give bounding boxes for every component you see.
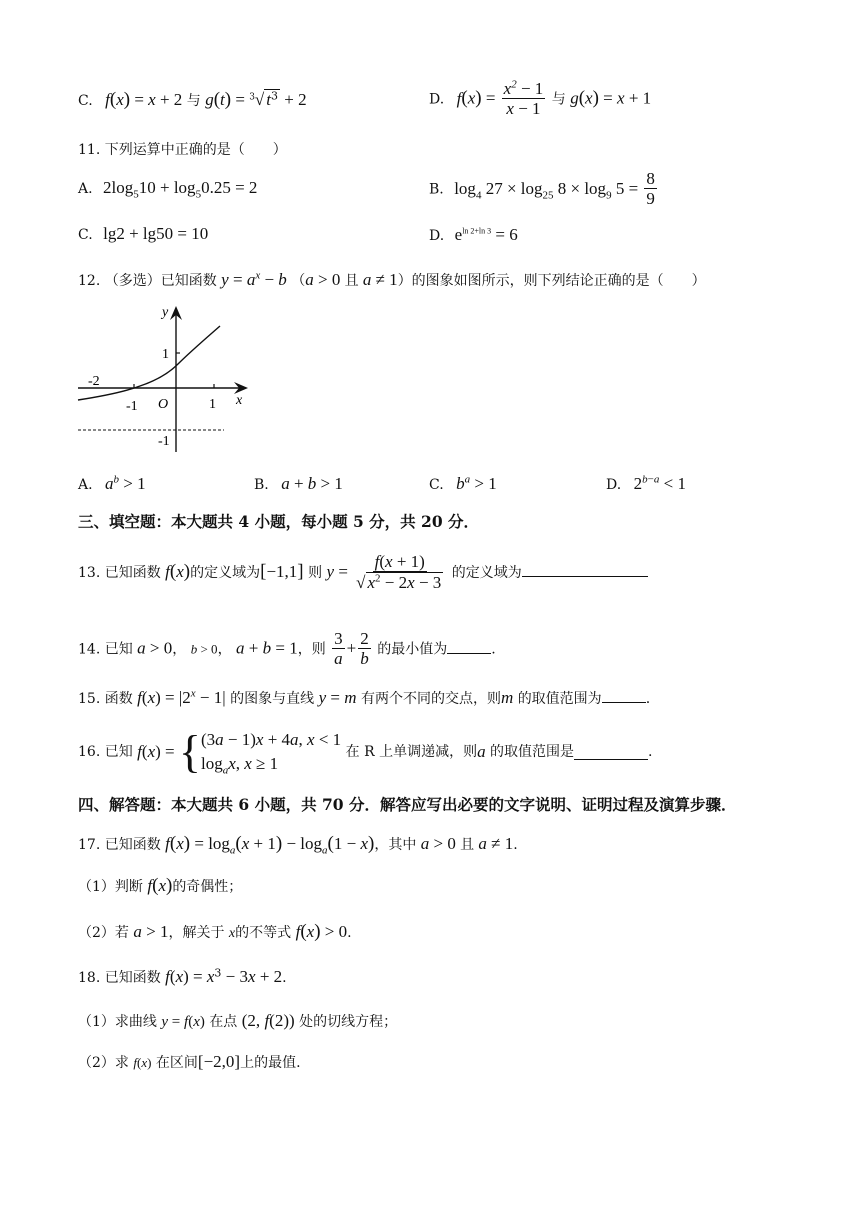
text-fragment: .: [347, 925, 352, 941]
q11-option-b: B. $\log_4 27 \times \log_{25} 8 \times \log_9 5$ = $\frac{8}{9}$: [429, 169, 655, 208]
text-fragment: 上的最值.: [240, 1055, 301, 1071]
q18-part1: （1）求曲线 y = f(x) 在点 (2, f(2)) 处的切线方程；: [78, 1011, 398, 1030]
option-label: B.: [254, 477, 269, 493]
q12-option-c: C. $b^a > 1$: [429, 473, 497, 493]
option-label: C.: [429, 477, 444, 493]
q16: 16. 已知 f(x) = { (3a − 1)x + 4a, x < 1 $\log_ax$, x ≥ 1 在 R 上单调递减，则a 的取值范围是 .: [78, 726, 653, 777]
text-fragment: 18. 已知函数: [78, 970, 161, 986]
q11-option-a: A. $2\log_510 + \log_50.25 = 2$: [78, 178, 258, 201]
q17-part1: （1）判断 f(x)的奇偶性；: [78, 875, 243, 896]
q11-option-d: D. $e^{ln 2+ln 3} = 6$: [429, 225, 518, 244]
text-fragment: ，: [217, 641, 232, 658]
fraction: $\frac{x^2 - 1}{x - 1}$: [503, 78, 544, 118]
text-fragment: （1）求曲线: [78, 1014, 157, 1030]
text-fragment: 处的切线方程；: [299, 1014, 398, 1030]
text-fragment: 的取值范围为: [517, 691, 602, 707]
tick-label-neg2: -2: [88, 374, 100, 389]
text-fragment: 有两个不同的交点，则: [360, 691, 501, 707]
text-fragment: （: [291, 273, 306, 289]
text-fragment: 16. 已知: [78, 744, 133, 760]
answer-blank[interactable]: [522, 561, 648, 577]
text-fragment: ，其中: [374, 837, 417, 853]
text-fragment: .: [648, 744, 653, 760]
text-fragment: 且: [460, 837, 475, 853]
text-fragment: 13. 已知函数: [78, 565, 161, 581]
text-fragment: 则: [308, 565, 323, 581]
text-fragment: 的定义域为: [451, 565, 522, 581]
q12-option-d: D. $2^{b-a} < 1$: [606, 473, 686, 493]
section-3-title: 三、填空题：本大题共 4 小题，每小题 5 分，共 20 分．: [78, 512, 480, 531]
text-fragment: ，解关于: [168, 925, 225, 941]
option-label: A.: [78, 181, 93, 197]
fraction: $\frac{f(x + 1)}{√ x^2 - 2x - 3}$: [356, 552, 442, 592]
text-fragment: 的取值范围是: [490, 744, 575, 760]
tick-label-yneg1: -1: [158, 434, 170, 449]
q15: 15. 函数 $f(x) = |2^x - 1|$ 的图象与直线 y = m 有两个不同的交点，则m 的取值范围为 .: [78, 687, 651, 707]
x-axis-label: x: [236, 393, 243, 408]
q10-option-c: C. f(x) = x + 2 与 g(t) = $^3$√ $t^3 + 2$: [78, 89, 307, 110]
answer-blank[interactable]: [574, 744, 648, 760]
text-fragment: （2）若: [78, 925, 129, 941]
text-fragment: .: [513, 837, 518, 853]
function-graph: [74, 300, 254, 460]
text-fragment: 的定义域为: [190, 565, 261, 581]
text-fragment: 在点: [209, 1014, 238, 1030]
text-fragment: .: [491, 641, 496, 658]
q12-stem: 12. （多选）已知函数 $y = a^x - b$ （a > 0 且 a ≠ 1）的图象如图所示，则下列结论正确的是（ ）: [78, 269, 706, 289]
text-fragment: 14. 已知: [78, 641, 133, 658]
tick-label-xneg1: -1: [126, 399, 138, 414]
q11-stem: 11. 下列运算中正确的是（ ）: [78, 142, 287, 158]
option-label: D.: [606, 477, 622, 493]
piecewise-cases: (3a − 1)x + 4a, x < 1 $\log_ax$, x ≥ 1: [200, 730, 342, 777]
option-label: A.: [78, 477, 93, 493]
option-label: C.: [78, 227, 93, 243]
text-fragment: 的奇偶性；: [172, 879, 243, 895]
option-label: D.: [429, 228, 445, 244]
option-label: C.: [78, 93, 93, 109]
text-fragment: （2）求: [78, 1055, 129, 1071]
q12-option-a: A. $a^b > 1$: [78, 473, 146, 493]
q18-part2: （2）求 f(x) 在区间[−2,0]上的最值.: [78, 1052, 301, 1071]
tick-label-x1: 1: [209, 397, 216, 412]
math-expr: f: [105, 90, 110, 109]
text-fragment: ，: [172, 641, 187, 658]
q14: 14. 已知 a > 0， b > 0， a + b = 1，则 $\frac{3}{a}$ + $\frac{2}{b}$ 的最小值为 .: [78, 629, 496, 668]
fraction: $\frac{3}{a}$: [334, 629, 343, 668]
option-label: D.: [429, 91, 445, 108]
q10-option-d: D. f(x) = $\frac{x^2 - 1}{x - 1}$ 与 g(x) = x + 1: [429, 78, 652, 118]
text-fragment: .: [645, 691, 651, 707]
tick-label-y1: 1: [162, 347, 169, 362]
text-fragment: 在 R 上单调递减，则: [345, 744, 478, 760]
text-fragment: 的最小值为: [377, 641, 448, 658]
text-fragment: 与: [186, 93, 201, 109]
y-axis-label: y: [162, 305, 169, 320]
option-label: B.: [429, 181, 444, 198]
text-fragment: 12. （多选）已知函数: [78, 273, 217, 289]
q17-stem: 17. 已知函数 $f(x) = \log_a(x + 1) - \log_a(1 - x)$，其中 a > 0 且 a ≠ 1.: [78, 833, 518, 857]
answer-blank[interactable]: [447, 638, 491, 654]
text-fragment: 在区间: [155, 1055, 198, 1071]
text-fragment: 15. 函数: [78, 691, 133, 707]
answer-blank[interactable]: [602, 687, 646, 703]
fraction: $\frac{2}{b}$: [360, 629, 369, 668]
text-fragment: 17. 已知函数: [78, 837, 161, 853]
text-fragment: ）的图象如图所示，则下列结论正确的是（ ）: [397, 273, 706, 289]
q12-option-b: B. a + b > 1: [254, 474, 343, 493]
q13: 13. 已知函数 f(x)的定义域为[−1,1] 则 y = $\frac{f(x + 1)}{√ x^2 - 2x - 3}$ 的定义域为: [78, 553, 648, 593]
section-4-title: 四、解答题：本大题共 6 小题，共 70 分．解答应写出必要的文字说明、证明过程及演算步骤．: [78, 795, 737, 814]
text-fragment: 且: [344, 273, 359, 289]
text-fragment: 与: [551, 91, 566, 108]
text-fragment: （1）判断: [78, 879, 143, 895]
q17-part2: （2）若 a > 1，解关于 x的不等式 f(x) > 0.: [78, 921, 352, 942]
text-fragment: 的不等式: [235, 925, 292, 941]
origin-label: O: [158, 397, 169, 412]
q11-option-c: C. lg2 + lg50 = 10: [78, 224, 209, 243]
q18-stem: 18. 已知函数 $f(x) = x^3 - 3x + 2$.: [78, 966, 287, 986]
text-fragment: 的图象与直线: [230, 691, 315, 707]
text-fragment: ，则: [297, 641, 326, 658]
text-fragment: .: [282, 970, 287, 986]
